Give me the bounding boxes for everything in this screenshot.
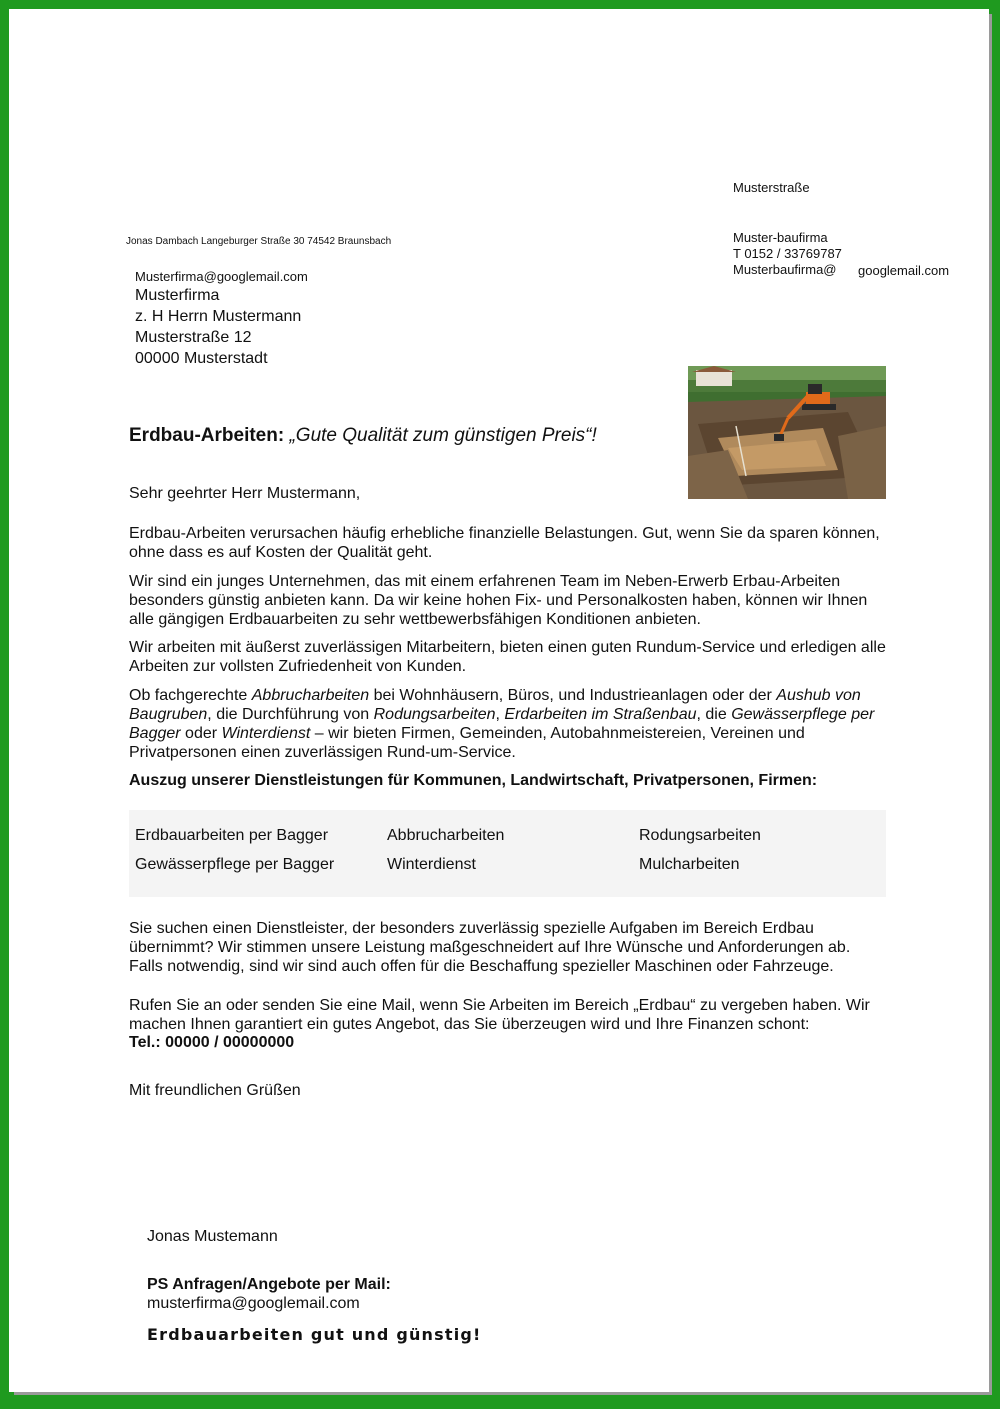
header-mail-domain: googlemail.com [858,263,950,278]
p4-italic: Aushub von Baugruben [129,687,861,723]
p4-text: oder [180,725,222,742]
header-phone: T 0152 / 33769787 [733,246,842,261]
header-street: Musterstraße [733,180,810,195]
service-cell: Mulcharbeiten [639,856,740,873]
p4-italic: Rodungsarbeiten [373,706,496,723]
service-cell: Gewässerpflege per Bagger [135,856,335,873]
salutation: Sehr geehrter Herr Mustermann, [129,485,361,502]
closing-slogan: Erdbauarbeiten gut und günstig! [147,1325,482,1344]
p4-italic: Abbrucharbeiten [251,687,370,704]
p4-italic: Erdarbeiten im Straßenbau [504,706,697,723]
excavator-photo [688,366,886,499]
recipient-street: Musterstraße 12 [135,329,252,346]
sender-line: Jonas Dambach Langeburger Straße 30 74542 Braunsbach [126,236,392,247]
closing-greeting: Mit freundlichen Grüßen [129,1082,301,1099]
paragraph-1: Erdbau-Arbeiten verursachen häufig erhebliche finanzielle Belastungen. Gut, wenn Sie da sparen können, ohne dass es auf Kosten der Qualität geht. [129,525,880,561]
p4-text: , die [696,706,732,723]
services-table [129,810,886,897]
paragraph-6: Rufen Sie an oder senden Sie eine Mail, wenn Sie Arbeiten im Bereich „Erdbau“ zu vergeben haben. Wir machen Ihnen garantiert ein gutes Angebot, das Sie überzeugen wird und Ihre Finanzen schont: [129,997,870,1033]
page-shadow [989,14,992,1395]
phone-number: Tel.: 00000 / 00000000 [129,1034,295,1051]
signature-name: Jonas Mustemann [147,1228,278,1245]
service-cell: Erdbauarbeiten per Bagger [135,827,329,844]
recipient-attn: z. H Herrn Mustermann [135,308,302,325]
ps-email: musterfirma@googlemail.com [147,1295,360,1312]
p4-text: , die Durchführung von [207,706,374,723]
recipient-name: Musterfirma [135,287,220,304]
subject-italic: „Gute Qualität zum günstigen Preis“! [289,425,597,446]
page-shadow [14,1392,992,1395]
header-company: Muster-baufirma [733,230,828,245]
service-cell: Winterdienst [387,856,476,873]
paragraph-3: Wir arbeiten mit äußerst zuverlässigen Mitarbeitern, bieten einen guten Rundum-Service und erledigen alle Arbeiten zur vollsten Zufriedenheit von Kunden. [129,639,886,675]
p4-italic: Winterdienst [221,725,311,742]
services-heading: Auszug unserer Dienstleistungen für Kommunen, Landwirtschaft, Privatpersonen, Firmen: [129,772,818,789]
subject-bold: Erdbau-Arbeiten: [129,425,285,446]
p4-text: bei Wohnhäusern, Büros, und Industrieanlagen oder der [369,687,777,704]
header-mail-user: Musterbaufirma@ [733,262,837,277]
subject-line [129,425,597,447]
paragraph-4 [129,686,884,762]
p4-text: – wir bieten Firmen, Gemeinden, Autobahnmeistereien, Vereinen und Privatpersonen einen zuverlässigen Rund-um-Service. [129,725,805,761]
recipient-city: 00000 Musterstadt [135,350,268,367]
service-cell: Abbrucharbeiten [387,827,505,844]
recipient-email: Musterfirma@googlemail.com [135,269,308,284]
service-cell: Rodungsarbeiten [639,827,761,844]
ps-label: PS Anfragen/Angebote per Mail: [147,1276,391,1293]
paragraph-2: Wir sind ein junges Unternehmen, das mit einem erfahrenen Team im Neben-Erwerb Erbau-Arbeiten besonders günstig anbieten kann. Da wir keine hohen Fix- und Personalkosten haben, können wir Ihnen alle gängigen Erdbauarbeiten zu sehr wettbewerbsfähigen Konditionen anbieten. [129,573,868,628]
p4-text: Ob fachgerechte [129,687,252,704]
p4-italic: Gewässerpflege per Bagger [129,706,875,742]
paragraph-5: Sie suchen einen Dienstleister, der besonders zuverlässig spezielle Aufgaben im Bereich Erdbau übernimmt? Wir stimmen unsere Leistung maßgeschneidert auf Ihre Wünsche und Anforderungen ab. Falls notwendig, sind wir sind auch offen für die Beschaffung spezieller Maschinen oder Fahrzeuge. [129,920,851,975]
p4-text: , [495,706,505,723]
